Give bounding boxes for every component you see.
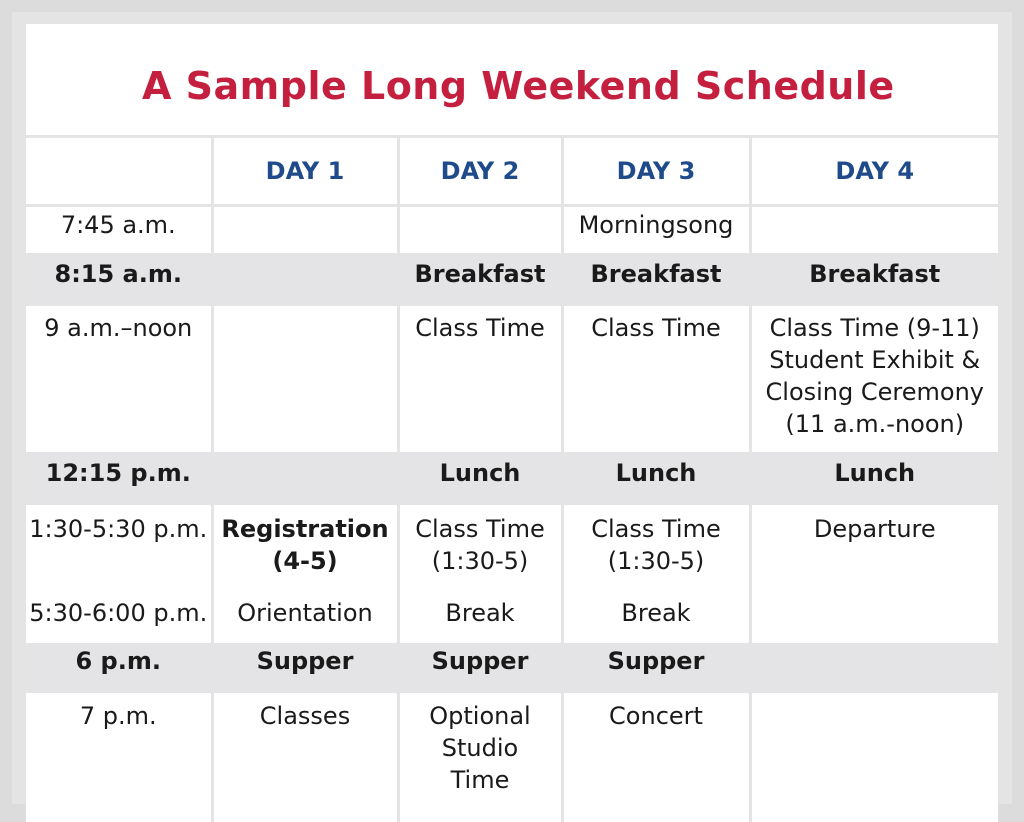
table-row — [26, 597, 998, 643]
table-row — [26, 643, 998, 693]
time-cell: 12:15 p.m. — [26, 452, 212, 505]
schedule-cell — [212, 452, 398, 505]
schedule-panel — [26, 24, 998, 792]
schedule-cell: Classes — [212, 693, 398, 822]
table-row — [26, 693, 998, 822]
table-row — [26, 306, 998, 452]
table-row — [26, 505, 998, 597]
schedule-cell: Registration (4-5) — [212, 505, 398, 597]
time-cell: 1:30-5:30 p.m. — [26, 505, 212, 597]
time-cell: 6 p.m. — [26, 643, 212, 693]
table-row — [26, 253, 998, 306]
header-corner — [26, 135, 212, 206]
schedule-cell: Supper — [398, 643, 562, 693]
schedule-cell: Breakfast — [750, 253, 998, 306]
schedule-frame — [12, 12, 1012, 804]
time-cell: 5:30-6:00 p.m. — [26, 597, 212, 643]
schedule-cell: Lunch — [398, 452, 562, 505]
schedule-cell — [750, 597, 998, 643]
title-bar — [26, 24, 998, 138]
schedule-cell: Breakfast — [398, 253, 562, 306]
schedule-cell: Supper — [562, 643, 750, 693]
time-cell: 7 p.m. — [26, 693, 212, 822]
schedule-cell: Orientation — [212, 597, 398, 643]
schedule-cell: Class Time (9-11) Student Exhibit & Closing Ceremony (11 a.m.-noon) — [750, 306, 998, 452]
header-day-3: DAY 3 — [562, 135, 750, 206]
schedule-cell: Class Time (1:30-5) — [398, 505, 562, 597]
header-day-4: DAY 4 — [750, 135, 998, 206]
table-row — [26, 452, 998, 505]
schedule-cell: Class Time — [398, 306, 562, 452]
time-cell: 8:15 a.m. — [26, 253, 212, 306]
schedule-cell: Class Time — [562, 306, 750, 452]
schedule-cell — [212, 306, 398, 452]
schedule-cell: Concert — [562, 693, 750, 822]
schedule-cell — [750, 206, 998, 254]
header-day-2: DAY 2 — [398, 135, 562, 206]
schedule-cell: Break — [398, 597, 562, 643]
time-cell: 7:45 a.m. — [26, 206, 212, 254]
table-row — [26, 206, 998, 254]
schedule-cell: Break — [562, 597, 750, 643]
schedule-cell — [398, 206, 562, 254]
schedule-cell — [750, 693, 998, 822]
schedule-cell: Optional Studio Time — [398, 693, 562, 822]
header-day-1: DAY 1 — [212, 135, 398, 206]
schedule-cell: Morningsong — [562, 206, 750, 254]
time-cell: 9 a.m.–noon — [26, 306, 212, 452]
schedule-cell — [212, 206, 398, 254]
schedule-cell: Lunch — [750, 452, 998, 505]
schedule-cell: Class Time (1:30-5) — [562, 505, 750, 597]
schedule-cell: Departure — [750, 505, 998, 597]
page-title: A Sample Long Weekend Schedule — [142, 64, 895, 108]
schedule-cell: Breakfast — [562, 253, 750, 306]
schedule-table — [26, 135, 998, 822]
schedule-cell — [750, 643, 998, 693]
header-row — [26, 135, 998, 206]
schedule-cell: Supper — [212, 643, 398, 693]
schedule-cell — [212, 253, 398, 306]
schedule-cell: Lunch — [562, 452, 750, 505]
